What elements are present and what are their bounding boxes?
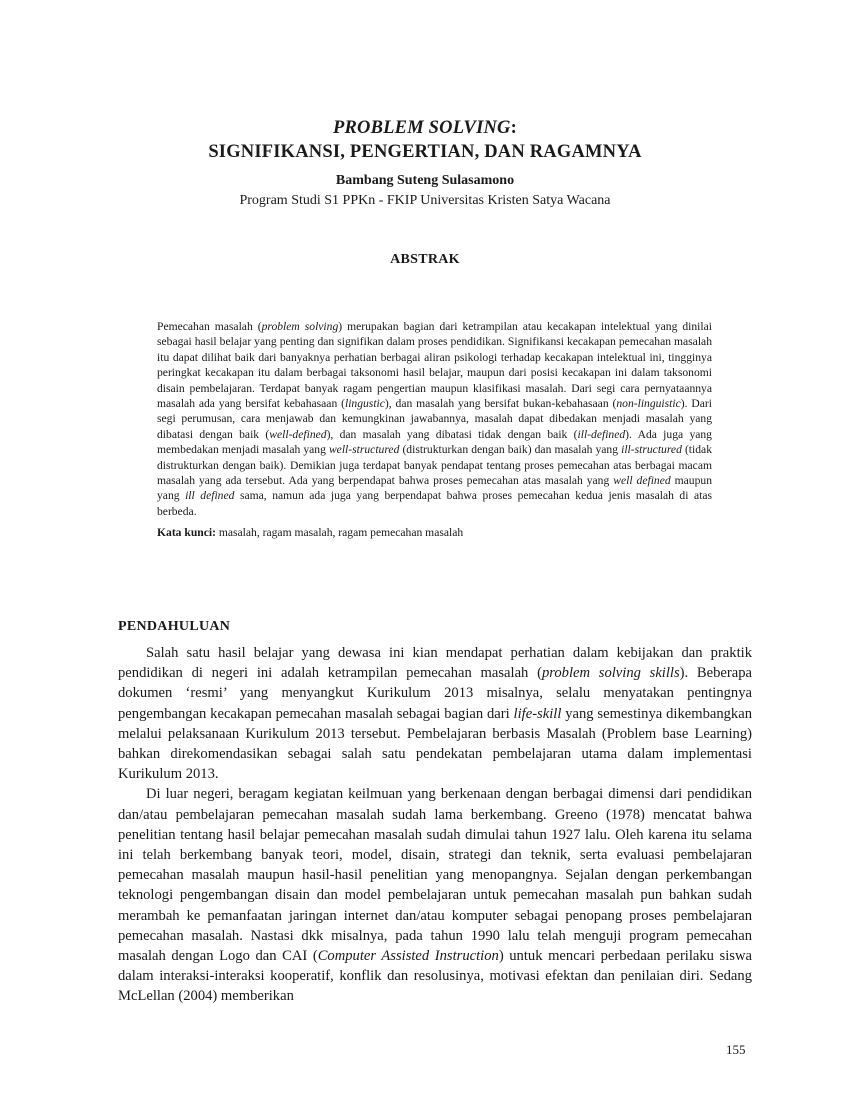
keywords-text: masalah, ragam masalah, ragam pemecahan masalah xyxy=(215,526,464,540)
text-segment: (distrukturkan dengan baik) dan masalah yang xyxy=(399,443,622,457)
text-segment: ). Dari segi perumusan, cara menjawab dan kemungkinan jawabannya, masalah dapat dibedakan menjadi masalah yang dibatasi dengan baik ( xyxy=(157,397,712,441)
text-segment: Pemecahan masalah ( xyxy=(157,320,262,333)
title-block xyxy=(0,116,850,211)
keywords-line xyxy=(157,525,712,540)
text-segment: ) untuk mencari perbedaan perilaku siswa dalam interaksi-interaksi kooperatif, konflik dan resolusinya, motivasi efektan dan penilaian diri. Sedang McLellan (2004) memberikan xyxy=(118,948,752,1005)
text-segment: ), dan masalah yang bersifat bukan-kebahasaan ( xyxy=(384,397,617,411)
text-segment: Salah satu hasil belajar yang dewasa ini kian mendapat perhatian dalam kebijakan dan praktik pendidikan di negeri ini adalah ketrampilan pemecahan masalah ( xyxy=(118,645,752,682)
italic-text-segment: life-skill xyxy=(513,705,562,722)
italic-text-segment: non-linguistic xyxy=(616,397,681,411)
text-segment: maupun yang xyxy=(157,474,712,503)
italic-text-segment: Computer Assisted Instruction xyxy=(317,948,499,965)
italic-text-segment: well-structured xyxy=(328,443,400,457)
text-segment: ). Ada juga yang membedakan menjadi masalah yang xyxy=(157,427,712,457)
italic-text-segment: ill-structured xyxy=(621,443,682,457)
text-segment: sama, namun ada juga yang berpendapat bahwa proses pemecahan kedua jenis masalah di atas berbeda. xyxy=(157,489,713,518)
section-heading-pendahuluan: PENDAHULUAN xyxy=(118,619,231,634)
keywords-label: Kata kunci: xyxy=(157,526,216,540)
text-segment: yang semestinya dikembangkan melalui pelaksanaan Kurikulum 2013 tersebut. Pembelajaran berbasis Masalah (Problem base Learning) bahkan direkomendasikan sebagai salah satu pendekatan pembelajaran utama dalam implementasi Kurikulum 2013. xyxy=(118,705,753,783)
italic-text-segment: well-defined xyxy=(269,427,327,441)
text-segment: Di luar negeri, beragam kegiatan keilmuan yang berkenaan dengan berbagai dimensi dari pendidikan dan/atau pembelajaran pemecahan masalah sudah lama berkembang. Greeno (1978) mencatat bahwa penelitian tentang hasil belajar pemecahan masalah sudah dimulai tahun 1927 lalu. Oleh karena itu selama ini telah berkembang banyak teori, model, disain, strategi dan teknik, serta evaluasi pembelajaran pemecahan masalah maupun hasil-hasil penelitian yang menopangnya. Sejalan dengan perkembangan teknologi pengembangan disain dan model pembelajaran untuk pemecahan masalah pun bahkan sudah merambah ke pemanfaatan jaringan internet dan/atau komputer sebagai penopang proses pembelajaran pemecahan masalah. Nastasi dkk misalnya, pada tahun 1990 lalu telah menguji program pemecahan masalah dengan Logo dan CAI ( xyxy=(118,786,752,965)
abstract-heading: ABSTRAK xyxy=(390,252,460,267)
italic-text-segment: lingustic xyxy=(344,397,385,411)
page-number: 155 xyxy=(726,1042,746,1057)
text-segment: (tidak distrukturkan dengan baik). Demikian juga terdapat banyak pendapat tentang proses pemecahan atas berbagai macam masalah yang ada tersebut. Ada yang berpendapat bahwa proses pemecahan atas masalah yang xyxy=(157,443,712,488)
body-text xyxy=(118,643,752,1007)
italic-text-segment: problem solving xyxy=(261,320,339,333)
abstract-block xyxy=(157,319,712,541)
body-paragraph xyxy=(118,784,752,1006)
paper-title-line-2: SIGNIFIKANSI, PENGERTIAN, DAN RAGAMNYA xyxy=(208,142,642,162)
italic-text-segment: ill defined xyxy=(185,489,235,503)
italic-text-segment: problem solving skills xyxy=(541,665,680,682)
paper-title-line-1 xyxy=(0,116,850,140)
author-name: Bambang Suteng Sulasamono xyxy=(335,173,515,188)
text-segment: ) merupakan bagian dari ketrampilan atau kecakapan intelektual yang dinilai sebagai hasil belajar yang penting dan signifikan dalam proses pendidikan. Signifikansi kecakapan pemecahan masalah itu dapat dilihat baik dari banyaknya perhatian berbagai aliran psikologi terhadap kecakapan intelektual ini, tingginya peringkat kecakapan itu dalam berbagai taksonomi hasil belajar, maupun dari posisi kecakapan ini dalam taksonomi disain pembelajaran. Terdapat banyak ragam pengertian maupun klasifikasi masalah. Dari segi cara pernyataannya masalah ada yang bersifat kebahasaan ( xyxy=(157,320,712,411)
title-colon: : xyxy=(510,118,517,138)
abstract-text xyxy=(157,319,712,519)
author-affiliation: Program Studi S1 PPKn - FKIP Universitas Kristen Satya Wacana xyxy=(239,193,611,208)
italic-text-segment: ill-defined xyxy=(577,427,626,441)
text-segment: ). Beberapa dokumen ‘resmi’ yang menyangkut Kurikulum 2013 misalnya, selalu menyatakan pentingnya pengembangan kecakapan pemecahan masalah sebagai bagian dari xyxy=(118,665,752,722)
italic-text-segment: well defined xyxy=(613,474,671,488)
body-paragraph xyxy=(118,643,752,784)
title-italic-part: PROBLEM SOLVING xyxy=(333,118,511,138)
text-segment: ), dan masalah yang dibatasi tidak dengan baik ( xyxy=(326,427,578,441)
